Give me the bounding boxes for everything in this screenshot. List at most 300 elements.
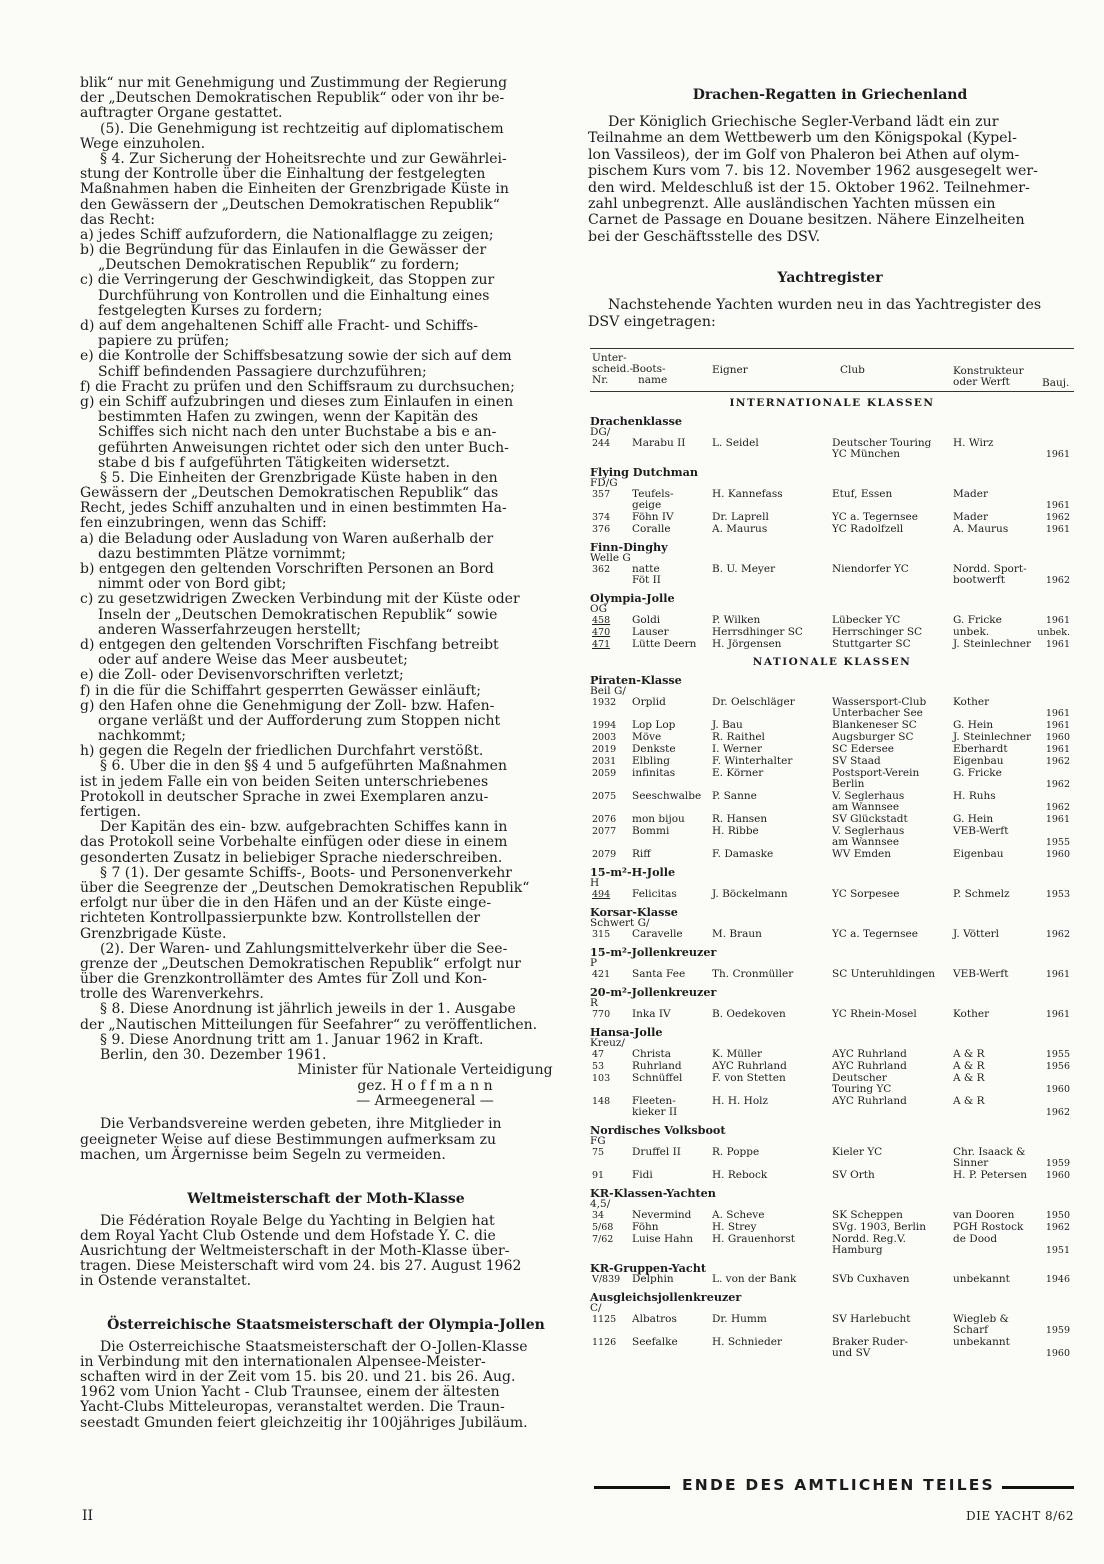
text-line: fen einzubringen, wenn das Schiff: xyxy=(80,516,327,532)
header-eigner: Eigner xyxy=(712,364,748,376)
registry-row xyxy=(590,1096,1074,1119)
sail-mark: 4,5/ xyxy=(590,1198,611,1210)
oesterreich-heading: Österreichische Staatsmeisterschaft der Olympia-Jollen xyxy=(107,1316,545,1333)
sail-number: 2076 xyxy=(592,814,617,825)
text-line: Yacht-Clubs Mitteleuropas, veranstaltet werden. Die Traun- xyxy=(80,1400,505,1416)
boat-class-block xyxy=(590,592,1074,651)
owner: Herrsdhinger SC xyxy=(712,626,803,638)
text-line: blik“ nur mit Genehmigung und Zustimmung der Regierung xyxy=(80,76,508,91)
sail-mark: Welle G xyxy=(590,552,631,564)
text-line: nachkommt; xyxy=(98,729,187,745)
club: Braker Ruder- xyxy=(832,1336,909,1348)
owner: F. Winterhalter xyxy=(712,755,793,767)
boat-class-title: Drachenklasse xyxy=(590,414,683,428)
boat-name: Schnüffel xyxy=(632,1072,683,1084)
boat-class-block xyxy=(590,1026,1074,1119)
owner: M. Braun xyxy=(712,928,762,940)
registry-row xyxy=(590,1314,1074,1337)
club: Deutscher xyxy=(832,1072,887,1084)
text-line: der „Nautischen Mitteilungen für Seefahrer“ zu veröffentlichen. xyxy=(80,1017,538,1033)
text-line: erfolgt nur über die in den Häfen und an der Küste einge- xyxy=(80,896,492,912)
text-line: das Recht: xyxy=(80,212,155,228)
text-line: oder auf andere Weise das Meer ausbeutet; xyxy=(98,653,408,669)
sail-number: V/839 xyxy=(592,1274,621,1285)
club: Hamburg xyxy=(832,1244,883,1256)
owner: J. Böckelmann xyxy=(712,888,788,900)
text-line: gesonderten Zusatz in beliebiger Sprache niederschreiben. xyxy=(80,850,503,866)
text-line: grenze der „Deutschen Demokratischen Republik“ erfolgt nur xyxy=(80,956,521,972)
owner: Dr. Laprell xyxy=(712,511,769,523)
text-line: § 4. Zur Sicherung der Hoheitsrechte und zur Gewährlei- xyxy=(100,151,507,167)
boat-class-block xyxy=(590,1124,1074,1182)
text-line: in Ostende veranstaltet. xyxy=(80,1274,252,1290)
build-year: 1951 xyxy=(1045,1245,1070,1256)
registry-row xyxy=(590,1170,1074,1182)
boat-name: Föhn xyxy=(632,1221,659,1233)
boat-name: Felicitas xyxy=(632,888,677,900)
sail-mark: FG xyxy=(590,1135,606,1147)
text-line: b) entgegen den geltenden Vorschriften Personen an Bord xyxy=(80,562,494,577)
text-line: g) ein Schiff aufzubringen und dieses zum Einlaufen in einen xyxy=(80,394,514,410)
owner: Th. Cronmüller xyxy=(712,968,794,980)
sail-number: 2031 xyxy=(592,756,617,767)
text-line: Der Königlich Griechische Segler-Verband lädt ein zur xyxy=(608,114,999,130)
club: Blankeneser SC xyxy=(832,719,917,731)
signature-line: — Armeegeneral — xyxy=(356,1093,494,1109)
registry-row xyxy=(590,849,1074,861)
text-line: das Protokoll seine Vorbehalte einfügen oder diese in einem xyxy=(80,835,508,851)
boat-name: Nevermind xyxy=(632,1209,692,1221)
text-line: Gewässern der „Deutschen Demokratischen Republik“ das xyxy=(80,486,499,502)
boat-name: Seeschwalbe xyxy=(632,790,702,802)
builder: de Dood xyxy=(953,1233,998,1245)
sail-number: 53 xyxy=(592,1061,605,1072)
build-year: 1960 xyxy=(1045,732,1070,743)
registry-row xyxy=(590,697,1074,720)
text-line: b) die Begründung für das Einlaufen in die Gewässer der xyxy=(80,243,487,259)
sail-mark: Schwert G/ xyxy=(590,917,650,929)
text-line: § 8. Diese Anordnung ist jährlich jeweils in der 1. Ausgabe xyxy=(100,1002,516,1018)
build-year: 1956 xyxy=(1045,1061,1070,1072)
owner: K. Müller xyxy=(712,1048,762,1060)
text-line: organe verläßt und der Aufforderung zum Stoppen nicht xyxy=(98,713,501,729)
boat-class-title: KR-Gruppen-Yacht xyxy=(590,1261,707,1275)
text-line: stung der Kontrolle über die Einhaltung der festgelegten xyxy=(80,167,486,183)
builder: A & R xyxy=(953,1048,985,1060)
boat-name: Luise Hahn xyxy=(632,1233,693,1245)
text-line: Grenzbrigade Küste. xyxy=(80,926,227,942)
builder: G. Fricke xyxy=(953,614,1002,626)
sail-number: 103 xyxy=(592,1073,611,1084)
boat-name: natte xyxy=(632,563,660,575)
magazine-issue: DIE YACHT 8/62 xyxy=(965,1509,1074,1523)
club: Nordd. Reg.V. xyxy=(832,1233,906,1245)
boat-class-title: 15-m²-Jollenkreuzer xyxy=(590,945,717,959)
owner: F. Damaske xyxy=(712,848,774,860)
boat-class-title: Nordisches Volksboot xyxy=(590,1123,726,1137)
boat-class-block xyxy=(590,906,1074,941)
text-line: a) die Beladung oder Ausladung von Waren außerhalb der xyxy=(80,531,494,547)
club: V. Seglerhaus xyxy=(832,825,905,837)
signature-line: Minister für Nationale Verteidigung xyxy=(297,1062,553,1079)
sail-number: 494 xyxy=(592,889,611,900)
club: SK Scheppen xyxy=(832,1209,903,1221)
registry-row xyxy=(590,564,1074,587)
registry-row xyxy=(590,1337,1074,1360)
text-line: e) die Kontrolle der Schiffsbesatzung sowie der sich auf dem xyxy=(80,349,512,365)
text-line: tragen. Diese Meisterschaft wird vom 24. bis 27. August 1962 xyxy=(80,1259,522,1275)
boat-name: Christa xyxy=(632,1048,672,1060)
page-number: II xyxy=(82,1508,94,1524)
boat-name: Coralle xyxy=(632,523,671,535)
build-year: 1960 xyxy=(1045,849,1070,860)
owner: H. Jörgensen xyxy=(712,638,782,650)
text-line: den Gewässern der „Deutschen Demokratischen Republik“ xyxy=(80,197,500,213)
registry-row xyxy=(590,969,1074,981)
builder: unbek. xyxy=(953,626,990,638)
text-line: Protokoll in deutscher Sprache in zwei Exemplaren anzu- xyxy=(80,789,489,805)
sail-mark: H xyxy=(590,877,600,889)
text-line: § 7 (1). Der gesamte Schiffs-, Boots- und Personenverkehr xyxy=(100,865,512,881)
build-year: 1962 xyxy=(1045,1222,1070,1233)
boat-name: Möve xyxy=(632,731,662,743)
owner: AYC Ruhrland xyxy=(712,1060,787,1072)
text-line: papiere zu prüfen; xyxy=(98,334,230,350)
owner: R. Raithel xyxy=(712,731,765,743)
text-line: (5). Die Genehmigung ist rechtzeitig auf diplomatischem xyxy=(100,121,504,137)
header-bootsname: Boots- name xyxy=(632,363,668,386)
build-year: unbek. xyxy=(1037,627,1070,638)
boat-class-block xyxy=(590,1262,1074,1286)
text-line: fertigen. xyxy=(80,805,141,820)
boat-name: Inka IV xyxy=(632,1008,671,1020)
sail-mark: R xyxy=(590,997,598,1009)
builder: van Dooren xyxy=(953,1209,1015,1221)
owner: A. Scheve xyxy=(712,1209,765,1221)
builder: unbekannt xyxy=(953,1273,1010,1285)
boat-class-block xyxy=(590,1291,1074,1360)
boat-name: Santa Fee xyxy=(632,968,686,980)
text-line: über die Seegrenze der „Deutschen Demokratischen Republik“ xyxy=(80,880,530,896)
sail-number: 470 xyxy=(592,627,611,638)
sail-number: 2019 xyxy=(592,744,617,755)
build-year: 1960 xyxy=(1045,1348,1070,1359)
sail-number: 362 xyxy=(592,564,611,575)
text-line: pischem Kurs vom 7. bis 12. November 1962 ausgesegelt wer- xyxy=(588,163,1038,180)
build-year: 1961 xyxy=(1045,615,1070,626)
text-line: machen, um Ärgernisse beim Segeln zu vermeiden. xyxy=(80,1147,446,1164)
boat-name: Lop Lop xyxy=(632,719,676,731)
text-line: Carnet de Passage en Douane besitzen. Nähere Einzelheiten xyxy=(588,212,1025,229)
builder: A & R xyxy=(953,1072,985,1084)
boat-class-block xyxy=(590,415,1074,461)
boat-class-block xyxy=(590,1187,1074,1257)
boat-name: Druffel II xyxy=(632,1146,681,1158)
sail-number: 34 xyxy=(592,1210,605,1221)
boat-class-title: Ausgleichsjollenkreuzer xyxy=(590,1290,742,1304)
club: YC Sorpesee xyxy=(832,888,900,900)
sail-number: 2079 xyxy=(592,849,617,860)
header-baujahr: Bauj. xyxy=(1042,377,1070,389)
text-line: Nachstehende Yachten wurden neu in das Yachtregister des xyxy=(608,297,1042,314)
boat-class-title: Flying Dutchman xyxy=(590,465,698,479)
yachtregister-intro xyxy=(588,297,1072,330)
sail-number: 458 xyxy=(592,615,611,626)
club: SC Edersee xyxy=(832,743,895,755)
sail-number: 244 xyxy=(592,438,611,449)
boat-name: Föt II xyxy=(632,574,661,586)
club: Kieler YC xyxy=(832,1146,883,1158)
text-line: § 5. Die Einheiten der Grenzbrigade Küste haben in den xyxy=(100,470,498,486)
text-line: Teilnahme an dem Wettbewerb um den Königspokal (Kypel- xyxy=(588,130,1017,147)
sail-number: 2075 xyxy=(592,791,617,802)
boat-class-title: Piraten-Klasse xyxy=(590,673,682,687)
text-line: geführten Anweisungen richtet oder sich den unter Buch- xyxy=(98,440,509,456)
builder: Wiegleb & xyxy=(953,1313,1009,1325)
boat-name: Lauser xyxy=(632,626,669,638)
text-line: „Deutschen Demokratischen Republik“ zu fordern; xyxy=(98,258,460,274)
yachtregister-heading: Yachtregister xyxy=(777,270,883,287)
owner: J. Bau xyxy=(712,719,743,731)
build-year: 1962 xyxy=(1045,1107,1070,1118)
boat-name: mon bijou xyxy=(632,813,685,825)
text-line: festgelegten Kurses zu fordern; xyxy=(98,303,323,319)
sail-number: 47 xyxy=(592,1049,605,1060)
sail-mark: C/ xyxy=(590,1302,602,1314)
build-year: 1961 xyxy=(1045,744,1070,755)
build-year: 1961 xyxy=(1045,708,1070,719)
text-line: Ausrichtung der Weltmeisterschaft in der Moth-Klasse über- xyxy=(80,1244,510,1259)
text-line: schaften wird in der Zeit vom 15. bis 20. und 21. bis 26. Aug. xyxy=(80,1369,516,1385)
text-line: c) die Verringerung der Geschwindigkeit, das Stoppen zur xyxy=(80,273,495,289)
build-year: 1962 xyxy=(1045,512,1070,523)
build-year: 1962 xyxy=(1045,575,1070,586)
text-line: c) zu gesetzwidrigen Zwecken Verbindung mit der Küste oder xyxy=(80,592,520,608)
sail-number: 770 xyxy=(592,1009,611,1020)
owner: R. Hansen xyxy=(712,813,768,825)
sail-mark: Beil G/ xyxy=(590,685,626,697)
build-year: 1962 xyxy=(1045,779,1070,790)
text-line: auftragter Organe gestattet. xyxy=(80,106,283,122)
sail-mark: DG/ xyxy=(590,426,611,438)
builder: A & R xyxy=(953,1060,985,1072)
sail-mark: P xyxy=(590,957,598,969)
club: SVg. 1903, Berlin xyxy=(832,1221,926,1233)
text-line: 1962 vom Union Yacht - Club Traunsee, einem der ältesten xyxy=(80,1385,500,1401)
owner: H. Grauenhorst xyxy=(712,1233,795,1245)
text-line: Inseln der „Deutschen Demokratischen Republik“ sowie xyxy=(98,607,498,623)
builder: unbekannt xyxy=(953,1336,1010,1348)
boat-name: Föhn IV xyxy=(632,511,674,523)
text-line: Recht, jedes Schiff anzuhalten und in einen bestimmten Ha- xyxy=(80,501,507,517)
club: Wassersport-Club xyxy=(832,696,927,708)
sail-number: 75 xyxy=(592,1147,605,1158)
text-line: Maßnahmen haben die Einheiten der Grenzbrigade Küste in xyxy=(80,182,509,198)
registry-row xyxy=(590,489,1074,512)
builder: VEB-Werft xyxy=(953,825,1009,837)
text-line: anderen Wasserfahrzeugen herstellt; xyxy=(98,622,361,638)
club: SV Orth xyxy=(832,1169,875,1181)
builder: PGH Rostock xyxy=(953,1221,1024,1233)
builder: VEB-Werft xyxy=(953,968,1009,980)
build-year: 1950 xyxy=(1045,1210,1070,1221)
text-line: trolle des Warenverkehrs. xyxy=(80,987,264,1003)
club: YC a. Tegernsee xyxy=(832,511,918,523)
owner: E. Körner xyxy=(712,767,764,779)
boat-class-block xyxy=(590,946,1074,981)
text-line: Durchführung von Kontrollen und die Einhaltung eines xyxy=(98,288,490,304)
text-line: seestadt Gmunden feiert gleichzeitig ihr 100jähriges Jubiläum. xyxy=(80,1415,528,1431)
club: SV Staad xyxy=(832,755,881,767)
build-year: 1959 xyxy=(1045,1325,1070,1336)
text-line: nimmt oder von Bord gibt; xyxy=(98,577,287,593)
builder: G. Fricke xyxy=(953,767,1002,779)
owner: L. von der Bank xyxy=(712,1273,797,1285)
registry-row xyxy=(590,826,1074,849)
boat-class-block xyxy=(590,674,1074,861)
boat-class-title: 15-m²-H-Jolle xyxy=(590,865,676,879)
boat-class-title: 20-m²-Jollenkreuzer xyxy=(590,985,717,999)
build-year: 1961 xyxy=(1045,1009,1070,1020)
builder: Chr. Isaack & xyxy=(953,1146,1026,1158)
club: Herrschinger SC xyxy=(832,626,923,638)
decree-text xyxy=(80,76,572,1063)
sail-number: 2059 xyxy=(592,768,617,779)
boat-name: Seefalke xyxy=(632,1336,678,1348)
text-line: Berlin, den 30. Dezember 1961. xyxy=(100,1048,327,1063)
registry-row xyxy=(590,791,1074,814)
sail-number: 1994 xyxy=(592,720,617,731)
builder: A & R xyxy=(953,1095,985,1107)
sail-number: 5/68 xyxy=(592,1222,614,1233)
build-year: 1946 xyxy=(1045,1274,1070,1285)
owner: Dr. Humm xyxy=(712,1313,767,1325)
boat-class-title: Hansa-Jolle xyxy=(590,1025,663,1039)
boat-name: Fidi xyxy=(632,1169,653,1181)
owner: H. Ribbe xyxy=(712,825,759,837)
drachen-article xyxy=(588,114,1072,245)
build-year: 1960 xyxy=(1045,1170,1070,1181)
sail-number: 91 xyxy=(592,1170,605,1181)
builder: Nordd. Sport- xyxy=(953,563,1027,575)
owner: H. Rebock xyxy=(712,1169,768,1181)
owner: P. Wilken xyxy=(712,614,761,626)
boat-name: Caravelle xyxy=(632,928,683,940)
build-year: 1960 xyxy=(1045,1084,1070,1095)
build-year: 1961 xyxy=(1045,449,1070,460)
build-year: 1962 xyxy=(1045,756,1070,767)
end-of-official-section-banner xyxy=(594,1476,1074,1498)
club: Unterbacher See xyxy=(832,707,923,719)
boat-class-block xyxy=(590,466,1074,536)
club: YC Rhein-Mosel xyxy=(832,1008,917,1020)
sail-number: 1126 xyxy=(592,1337,617,1348)
owner: P. Sanne xyxy=(712,790,757,802)
sail-number: 471 xyxy=(592,639,611,650)
sail-number: 421 xyxy=(592,969,611,980)
banner-rule-right xyxy=(1002,1486,1074,1489)
oesterreich-article xyxy=(80,1340,572,1431)
banner-rule-left xyxy=(594,1486,670,1489)
registry-row xyxy=(590,1274,1074,1286)
registry-row xyxy=(590,1073,1074,1096)
build-year: 1961 xyxy=(1045,720,1070,731)
header-nr: Unter- scheid.- Nr. xyxy=(592,352,634,386)
club: SVb Cuxhaven xyxy=(832,1273,910,1285)
builder: Kother xyxy=(953,696,990,708)
boat-name: Denkste xyxy=(632,743,676,755)
text-line: richteten Kontrollpassierpunkte bzw. Kontrollstellen der xyxy=(80,911,481,927)
club: SV Harlebucht xyxy=(832,1313,911,1325)
association-note xyxy=(80,1117,572,1163)
club: Berlin xyxy=(832,778,865,790)
text-line: d) auf dem angehaltenen Schiff alle Fracht- und Schiffs- xyxy=(80,319,478,334)
builder: Eberhardt xyxy=(953,743,1008,755)
boat-name: Riff xyxy=(632,848,651,860)
builder: Scharf xyxy=(953,1324,989,1336)
text-line: stabe d bis f aufgeführten Tätigkeiten widersetzt. xyxy=(98,455,450,471)
text-line: Schiffes sich nicht nach den unter Buchstabe a bis e an- xyxy=(98,425,497,441)
club: WV Emden xyxy=(832,848,892,860)
signature-block xyxy=(280,1063,570,1109)
text-line: der „Deutschen Demokratischen Republik“ oder von ihr be- xyxy=(80,91,505,107)
sail-number: 1932 xyxy=(592,697,617,708)
boat-name: geige xyxy=(632,499,662,511)
builder: Mader xyxy=(953,488,988,500)
club: am Wannsee xyxy=(832,801,900,813)
club: YC a. Tegernsee xyxy=(832,928,918,940)
sail-number: 2077 xyxy=(592,826,617,837)
registry-row xyxy=(590,929,1074,941)
owner: H. Schnieder xyxy=(712,1336,782,1348)
text-line: § 6. Über die in den §§ 4 und 5 aufgeführten Maßnahmen xyxy=(100,759,507,775)
text-line: f) die Fracht zu prüfen und den Schiffsraum zu durchsuchen; xyxy=(80,379,515,395)
owner: B. Oedekoven xyxy=(712,1008,786,1020)
yacht-registry-table xyxy=(590,348,1074,1360)
sail-number: 2003 xyxy=(592,732,617,743)
class-group-heading: INTERNATIONALE KLASSEN xyxy=(729,397,935,409)
owner: F. von Stetten xyxy=(712,1072,786,1084)
builder: G. Hein xyxy=(953,719,994,731)
registry-row xyxy=(590,889,1074,901)
club: Augsburger SC xyxy=(832,731,914,743)
build-year: 1961 xyxy=(1045,814,1070,825)
boat-name: Goldi xyxy=(632,614,661,626)
boat-name: Elbling xyxy=(632,755,670,767)
text-line: f) in die für die Schiffahrt gesperrten Gewässer einläuft; xyxy=(80,683,481,699)
text-line: in Verbindung mit den internationalen Alpensee-Meister- xyxy=(80,1354,486,1370)
club: Stuttgarter SC xyxy=(832,638,911,650)
boat-name: Fleeten- xyxy=(632,1095,676,1107)
boat-class-title: Korsar-Klasse xyxy=(590,905,678,919)
build-year: 1961 xyxy=(1045,524,1070,535)
drachen-heading: Drachen-Regatten in Griechenland xyxy=(692,87,968,103)
sail-number: 148 xyxy=(592,1096,611,1107)
registry-body xyxy=(590,396,1074,1360)
registry-row xyxy=(590,639,1074,651)
text-line: Der Kapitän des ein- bzw. aufgebrachten Schiffes kann in xyxy=(100,820,508,836)
builder: H. Ruhs xyxy=(953,790,996,802)
banner-text: ENDE DES AMTLICHEN TEILES xyxy=(682,1476,995,1494)
class-group-heading: NATIONALE KLASSEN xyxy=(752,656,912,668)
builder: A. Maurus xyxy=(953,523,1009,535)
owner: H. Strey xyxy=(712,1221,757,1233)
builder: Eigenbau xyxy=(953,755,1004,767)
boat-name: Lütte Deern xyxy=(632,638,697,650)
owner: I. Werner xyxy=(712,743,762,755)
club: SC Unteruhldingen xyxy=(832,968,936,980)
sail-mark: Kreuz/ xyxy=(590,1037,625,1049)
